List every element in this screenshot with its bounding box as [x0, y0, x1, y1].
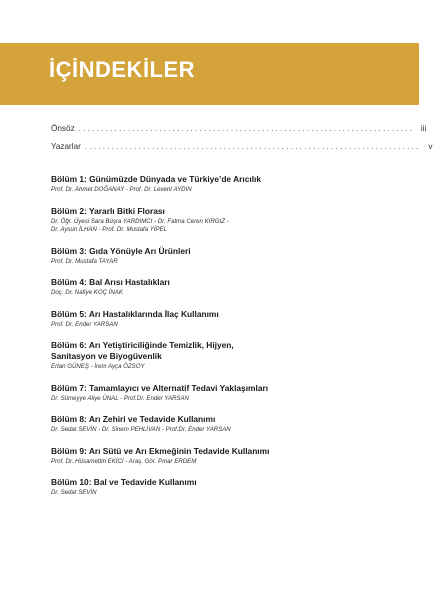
toc-leader-dots: ...........................................................................	[84, 142, 421, 151]
toc-content	[51, 124, 433, 509]
chapter-title: Bölüm 4: Bal Arısı Hastalıkları	[51, 277, 170, 287]
chapter-title: Bölüm 9: Arı Sütü ve Arı Ekmeğinin Tedavide Kullanımı	[51, 445, 270, 456]
chapter-authors: Dr. Sedat SEVİN	[51, 489, 97, 496]
toc-chapter-1[interactable]	[51, 174, 373, 195]
chapter-list	[51, 174, 373, 498]
chapter-authors: Dr. Sedat SEVİN - Dr. Sinem PEHLİVAN - Prof.Dr. Ender YARSAN	[51, 426, 231, 433]
chapter-title: Bölüm 2: Yararlı Bitki Florası	[51, 205, 165, 216]
header-band	[0, 43, 419, 105]
chapter-title: Bölüm 7: Tamamlayıcı ve Alternatif Tedavi Yaklaşımları	[51, 382, 269, 393]
toc-front-label: Yazarlar	[51, 142, 81, 151]
toc-chapter-9[interactable]	[51, 446, 373, 467]
chapter-authors: Dr. Sümeyye Aliye ÜNAL - Prof.Dr. Ender YARSAN	[51, 394, 189, 402]
chapter-title: Bölüm 10: Bal ve Tedavide Kullanımı	[51, 477, 197, 487]
chapter-authors: Prof. Dr. Ender YARSAN	[51, 320, 118, 328]
toc-chapter-3[interactable]	[51, 246, 373, 267]
toc-chapter-6[interactable]	[51, 340, 373, 372]
toc-front-label: Önsöz	[51, 124, 75, 133]
chapter-title: Bölüm 6: Arı Yetiştiriciliğinde Temizlik, Hijyen, Sanitasyon ve Biyogüvenlik	[51, 340, 234, 361]
spacer	[51, 160, 373, 174]
chapter-authors: Prof. Dr. Hüsamettin EKİCİ - Araş. Gör. Pınar ERDEM	[51, 457, 197, 465]
toc-chapter-10[interactable]	[51, 477, 373, 498]
toc-chapter-2[interactable]	[51, 206, 373, 235]
toc-leader-dots: ...........................................................................	[78, 124, 415, 133]
chapter-title: Bölüm 5: Arı Hastalıklarında İlaç Kullanımı	[51, 308, 219, 319]
top-margin	[0, 0, 419, 43]
page-title: İÇİNDEKİLER	[49, 57, 196, 82]
toc-page-number: iii	[420, 124, 427, 133]
toc-page-number: v	[428, 142, 433, 151]
toc-chapter-5[interactable]	[51, 309, 373, 330]
chapter-authors: Prof. Dr. Mustafa TAYAR	[51, 257, 118, 265]
chapter-authors: Doç. Dr. Nafiye KOÇ İNAK	[51, 289, 123, 296]
chapter-authors: Dr. Öğr. Üyesi Sara Büşra YARDIMCI - Dr. Fatma Ceren KIRGIZ - Dr. Aysun İLHAN - Prof. Dr. Mustafa YİPEL	[51, 217, 229, 233]
toc-chapter-7[interactable]	[51, 383, 373, 404]
chapter-title: Bölüm 8: Arı Zehiri ve Tedavide Kullanımı	[51, 414, 216, 424]
chapter-authors: Ertan GÜNEŞ - İrem Ayça ÖZSOY	[51, 363, 145, 370]
toc-front-row-authors[interactable]	[51, 142, 433, 160]
chapter-title: Bölüm 3: Gıda Yönüyle Arı Ürünleri	[51, 245, 191, 256]
chapter-title: Bölüm 1: Günümüzde Dünyada ve Türkiye’de Arıcılık	[51, 174, 262, 184]
toc-chapter-8[interactable]	[51, 414, 373, 435]
toc-chapter-4[interactable]	[51, 277, 373, 298]
chapter-authors: Prof. Dr. Ahmet DOĞANAY - Prof. Dr. Levent AYDIN	[51, 186, 192, 193]
toc-front-row-preface[interactable]	[51, 124, 427, 142]
